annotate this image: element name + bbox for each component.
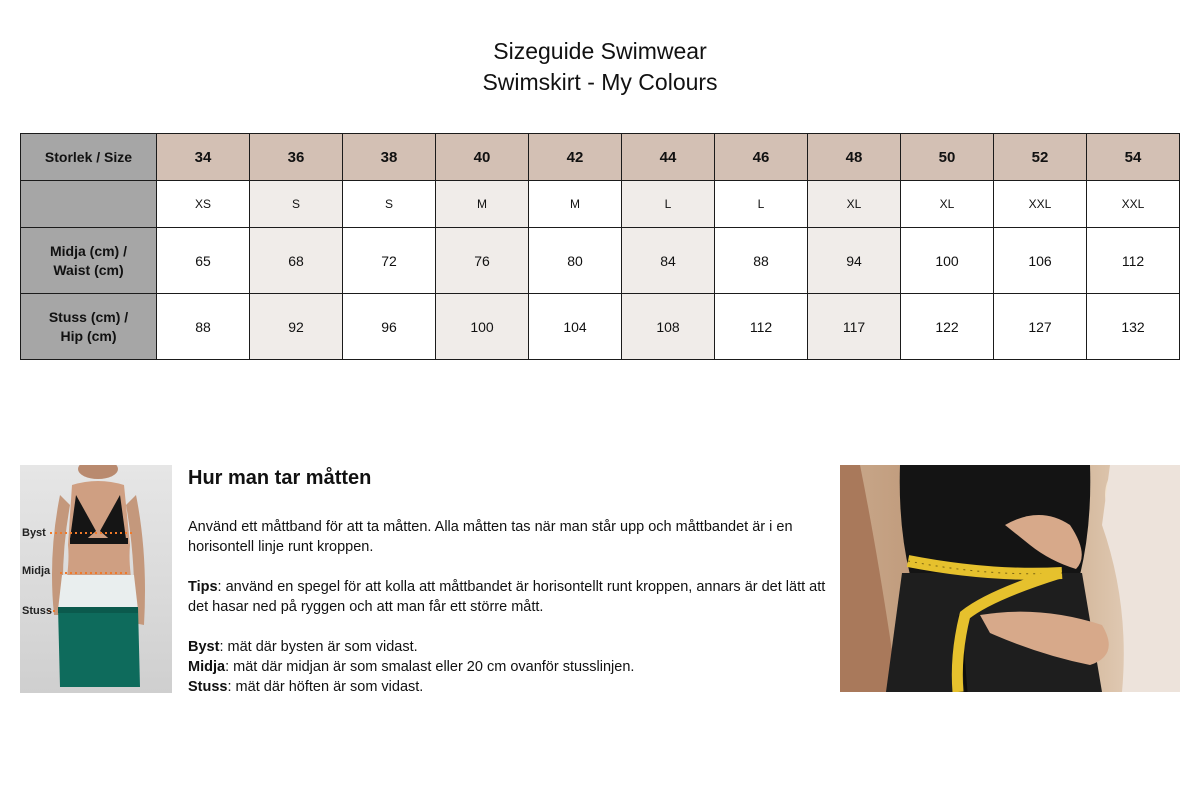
letter-size-row xyxy=(21,181,1180,228)
stuss-label: Stuss xyxy=(22,605,52,617)
tape-measure-illustration xyxy=(840,465,1180,692)
waist-cell: 72 xyxy=(343,228,436,294)
hip-label-line-2: Hip (cm) xyxy=(60,327,117,344)
waist-header-cell xyxy=(21,228,157,294)
waist-cell: 100 xyxy=(901,228,994,294)
size-cell: 44 xyxy=(622,134,715,181)
hip-cell: 112 xyxy=(715,294,808,360)
size-header-cell: Storlek / Size xyxy=(21,134,157,181)
waist-cell: 94 xyxy=(808,228,901,294)
hip-cell: 108 xyxy=(622,294,715,360)
size-cell: 52 xyxy=(994,134,1087,181)
size-table xyxy=(20,133,1180,360)
model-measurement-image xyxy=(20,465,172,693)
title-line-2: Swimskirt - My Colours xyxy=(482,69,718,95)
stuss-instruction-label: Stuss xyxy=(188,679,228,695)
intro-paragraph: Använd ett måttband för att ta måtten. Alla måtten tas när man står upp och måttbandet är i en horisontell linje runt kroppen. xyxy=(188,519,793,555)
byst-instruction-text: : mät där bysten är som vidast. xyxy=(219,639,418,655)
midja-instruction-text: : mät där midjan är som smalast eller 20 cm ovanför stusslinjen. xyxy=(225,659,635,675)
waist-cell: 65 xyxy=(157,228,250,294)
hip-cell: 96 xyxy=(343,294,436,360)
model-illustration xyxy=(20,465,172,693)
hip-cell: 104 xyxy=(529,294,622,360)
letter-cell: XS xyxy=(157,181,250,228)
waist-cell: 106 xyxy=(994,228,1087,294)
size-cell: 36 xyxy=(250,134,343,181)
waist-row xyxy=(21,228,1180,294)
letter-cell: S xyxy=(343,181,436,228)
size-cell: 42 xyxy=(529,134,622,181)
size-cell: 34 xyxy=(157,134,250,181)
page-title xyxy=(0,36,1200,98)
stuss-instruction-text: : mät där höften är som vidast. xyxy=(227,679,424,695)
waist-cell: 84 xyxy=(622,228,715,294)
waist-cell: 76 xyxy=(436,228,529,294)
tips-paragraph xyxy=(188,577,828,617)
tape-measure-photo xyxy=(840,465,1180,692)
letter-cell: M xyxy=(436,181,529,228)
letter-cell: L xyxy=(715,181,808,228)
letter-cell: XXL xyxy=(1087,181,1180,228)
letter-cell: S xyxy=(250,181,343,228)
size-cell: 46 xyxy=(715,134,808,181)
size-cell: 40 xyxy=(436,134,529,181)
hip-cell: 100 xyxy=(436,294,529,360)
hip-header-cell xyxy=(21,294,157,360)
hip-row xyxy=(21,294,1180,360)
midja-instruction xyxy=(188,657,828,677)
hip-cell: 117 xyxy=(808,294,901,360)
size-cell: 38 xyxy=(343,134,436,181)
waist-label-line-2: Waist (cm) xyxy=(53,261,124,278)
size-cell: 50 xyxy=(901,134,994,181)
letter-cell: XXL xyxy=(994,181,1087,228)
tips-text: : använd en spegel för att kolla att måttbandet är horisontellt runt kroppen, annars är det lätt att det hasar ned på ryggen och att man får ett större mått. xyxy=(188,579,826,615)
howto-heading: Hur man tar måtten xyxy=(188,467,372,489)
letter-cell: M xyxy=(529,181,622,228)
letter-cell: XL xyxy=(901,181,994,228)
measurement-instructions xyxy=(188,465,828,697)
hip-cell: 92 xyxy=(250,294,343,360)
letter-cell: L xyxy=(622,181,715,228)
stuss-instruction xyxy=(188,677,828,697)
size-cell: 54 xyxy=(1087,134,1180,181)
byst-label: Byst xyxy=(22,527,46,539)
title-line-1: Sizeguide Swimwear xyxy=(493,38,707,64)
letter-cell: XL xyxy=(808,181,901,228)
hip-label-line-1: Stuss (cm) / xyxy=(48,308,129,325)
tips-label: Tips xyxy=(188,579,218,595)
letter-header-cell xyxy=(21,181,157,228)
waist-cell: 80 xyxy=(529,228,622,294)
hip-cell: 88 xyxy=(157,294,250,360)
hip-cell: 127 xyxy=(994,294,1087,360)
midja-instruction-label: Midja xyxy=(188,659,226,675)
midja-label: Midja xyxy=(22,565,51,577)
waist-cell: 68 xyxy=(250,228,343,294)
waist-label-line-1: Midja (cm) / xyxy=(49,242,127,259)
hip-cell: 122 xyxy=(901,294,994,360)
size-cell: 48 xyxy=(808,134,901,181)
waist-cell: 112 xyxy=(1087,228,1180,294)
waist-cell: 88 xyxy=(715,228,808,294)
byst-instruction xyxy=(188,637,828,657)
hip-cell: 132 xyxy=(1087,294,1180,360)
size-row xyxy=(21,134,1180,181)
byst-instruction-label: Byst xyxy=(188,639,220,655)
